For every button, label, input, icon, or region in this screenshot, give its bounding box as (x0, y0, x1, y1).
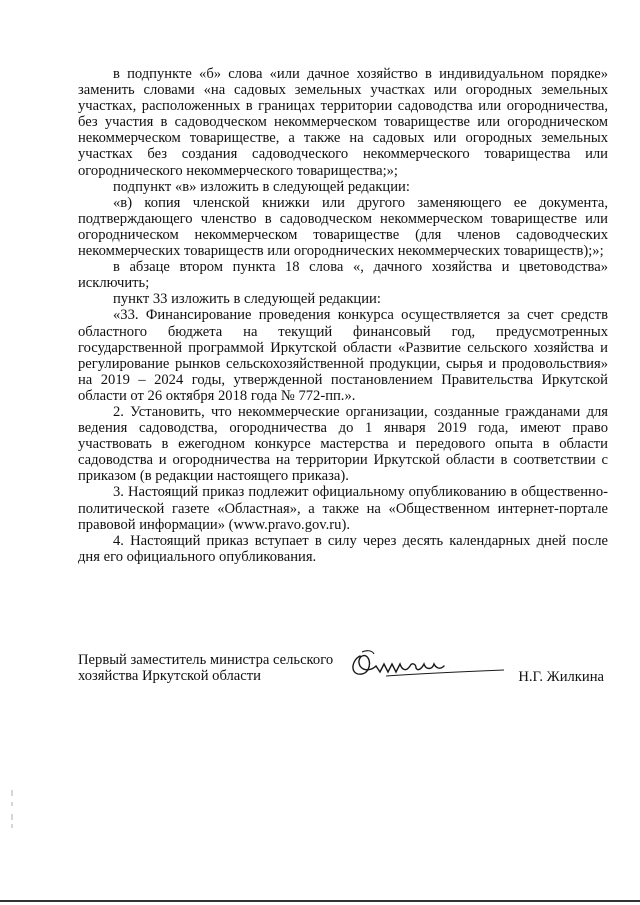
paragraph-item-3: 3. Настоящий приказ подлежит официальному опубликованию в общественно-политической газете «Областная», а также на «Общественном интернет-портале правовой информации» (www.pravo.gov.ru). (78, 484, 608, 533)
signatory-title (78, 652, 348, 684)
paragraph-item-4: 4. Настоящий приказ вступает в силу через десять календарных дней после дня его официального опубликования. (78, 532, 608, 565)
paragraph-point-18: в абзаце втором пункта 18 слова «, дачного хозяйства и цветоводства» исключить; (78, 259, 608, 292)
signatory-title-line1: Первый заместитель министра сельского (78, 652, 334, 668)
paragraph-subpoint-v-intro: подпункт «в» изложить в следующей редакции: (113, 178, 410, 195)
bottom-edge-rule (0, 900, 640, 902)
signatory-name: Н.Г. Жилкина (518, 669, 604, 685)
handwritten-signature (346, 646, 506, 686)
paragraph-point-33-intro: пункт 33 изложить в следующей редакции: (113, 291, 381, 308)
paragraph-subpoint-b: в подпункте «б» слова «или дачное хозяйство в индивидуальном порядке» заменить словами «на садовых земельных участках или огородных земельных участках, расположенных в границах территории садоводства или огородничества, без участия в садоводческом некоммерческом товариществе или огородническом некоммерческом товариществе, а также на садовых или огородных земельных участках без создания садоводческого некоммерческого товарищества или огороднического некоммерческого товарищества;»; (78, 66, 608, 179)
paragraph-point-33-text: «33. Финансирование проведения конкурса осуществляется за счет средств областного бюджета на текущий финансовый год, предусмотренных государственной программой Иркутской области «Развитие сельского хозяйства и регулирование рынков сельскохозяйственной продукции, сырья и продовольствия» на 2019 – 2024 годы, утвержденной постановлением Правительства Иркутской области от 26 октября 2018 года № 772-пп.». (78, 307, 608, 404)
margin-marks (10, 790, 14, 830)
document-body (78, 66, 608, 565)
signature-block (78, 652, 608, 702)
paragraph-subpoint-v-text: «в) копия членской книжки или другого заменяющего ее документа, подтверждающего членство в садоводческом некоммерческом товариществе или огородническом некоммерческом товариществе (для членов садоводческих некоммерческих товариществ или огороднических некоммерческих товариществ);»; (78, 194, 608, 260)
signatory-title-line2: хозяйства Иркутской области (78, 668, 261, 684)
paragraph-item-2: 2. Установить, что некоммерческие организации, созданные гражданами для ведения садоводства, огородничества до 1 января 2019 года, имеют право участвовать в ежегодном конкурсе мастерства и передового опыта в области садоводства и огородничества на территории Иркутской области в соответствии с приказом (в редакции настоящего приказа). (78, 403, 608, 485)
